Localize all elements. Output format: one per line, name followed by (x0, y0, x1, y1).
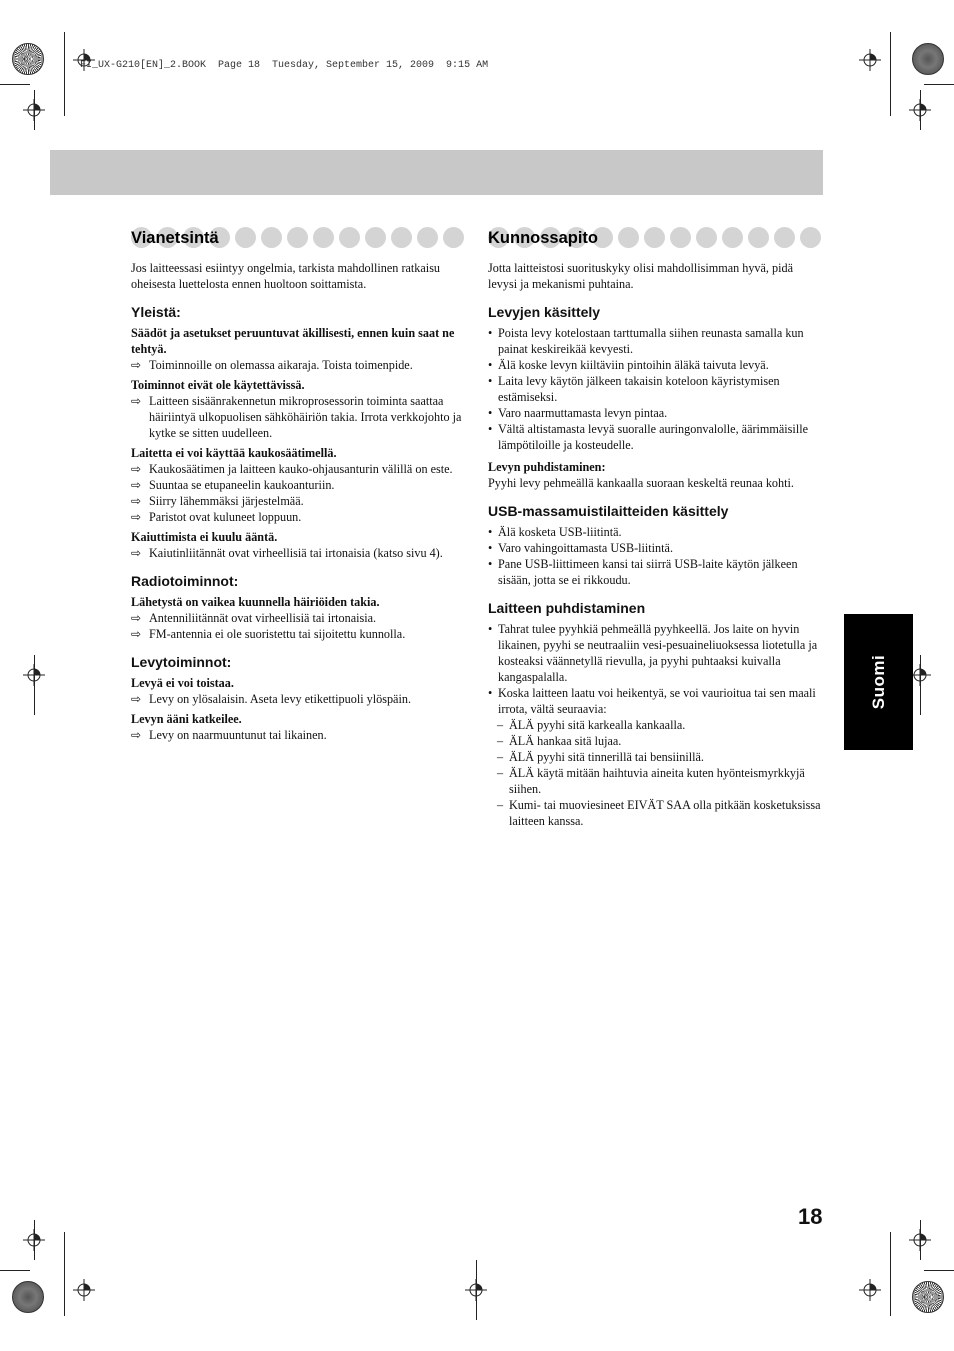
subheading: Levyjen käsittely (488, 304, 601, 320)
body-text: Pyyhi levy pehmeällä kankaalla suoraan keskeltä reunaa kohti. (488, 476, 794, 490)
header-banner (50, 150, 823, 195)
crosshair-icon (909, 1229, 931, 1251)
crosshair-icon (859, 1279, 881, 1301)
bullet-icon: • (488, 358, 493, 372)
section-heading (131, 226, 466, 250)
subheading: Levytoiminnot: (131, 654, 232, 670)
crosshair-icon (23, 1229, 45, 1251)
solution: ⇨ Levy on naarmuuntunut tai likainen. (131, 728, 327, 742)
bullet-icon: • (488, 422, 493, 436)
arrow-icon: ⇨ (131, 394, 142, 408)
list-item: • Älä kosketa USB-liitintä. (488, 525, 622, 539)
list-item: – ÄLÄ pyyhi sitä karkealla kankaalla. (497, 718, 686, 732)
list-item: • Tahrat tulee pyyhkiä pehmeällä pyyhkeellä. Jos laite on hyvin likainen, pyyhi se neutraaliin vesi-pesuaineliuoksessa liotetulla ja kosteaksi väännetyllä rievulla, ja pyyhi puhtaaksi kuivalla kangaspalalla. (488, 622, 818, 684)
problem: Levyä ei voi toistaa. (131, 676, 234, 690)
solution: ⇨ Kaiutinliitännät ovat virheellisiä tai irtonaisia (katso sivu 4). (131, 546, 443, 560)
list-item: • Älä koske levyn kiiltäviin pintoihin äläkä taivuta levyä. (488, 358, 769, 372)
arrow-icon: ⇨ (131, 358, 142, 372)
arrow-icon: ⇨ (131, 478, 142, 492)
arrow-icon: ⇨ (131, 462, 142, 476)
registration-rosette-icon (912, 43, 944, 75)
bullet-icon: • (488, 406, 493, 420)
section-title: Kunnossapito (488, 229, 598, 247)
list-item: – ÄLÄ pyyhi sitä tinnerillä tai bensiinillä. (497, 750, 704, 764)
solution: ⇨ FM-antennia ei ole suoristettu tai sijoitettu kunnolla. (131, 627, 406, 641)
arrow-icon: ⇨ (131, 728, 142, 742)
solution: ⇨ Siirry lähemmäksi järjestelmää. (131, 494, 304, 508)
list-item: • Poista levy kotelostaan tarttumalla siihen reunasta samalla kun painat keskireikää kevyesti. (488, 326, 804, 356)
subheading-bold: Levyn puhdistaminen: (488, 460, 606, 474)
problem: Toiminnot eivät ole käytettävissä. (131, 378, 305, 392)
crosshair-icon (859, 49, 881, 71)
registration-rosette-icon (912, 1281, 944, 1313)
dash-icon: – (497, 766, 504, 780)
language-tab (844, 614, 913, 750)
bullet-icon: • (488, 622, 493, 636)
problem: Säädöt ja asetukset peruuntuvat äkillisesti, ennen kuin saat ne tehtyä. (131, 326, 455, 356)
subheading: Radiotoiminnot: (131, 573, 239, 589)
dash-icon: – (497, 734, 504, 748)
list-item: – ÄLÄ käytä mitään haihtuvia aineita kuten hyönteismyrkkyjä siihen. (497, 766, 805, 796)
list-item: • Varo naarmuttamasta levyn pintaa. (488, 406, 668, 420)
section-title: Vianetsintä (131, 229, 219, 247)
intro-text: Jotta laitteistosi suorituskyky olisi mahdollisimman hyvä, pidä levysi ja mekanismi puhtaina. (488, 261, 794, 291)
subheading: Laitteen puhdistaminen (488, 600, 646, 616)
solution: ⇨ Laitteen sisäänrakennetun mikroprosessorin toiminta saattaa häiriintyä ulkopuolisen sähköhäiriön takia. Irrota verkkojohto ja kytke se sitten uudelleen. (131, 394, 462, 440)
problem: Levyn ääni katkeilee. (131, 712, 242, 726)
solution: ⇨ Antenniliitännät ovat virheellisiä tai irtonaisia. (131, 611, 377, 625)
arrow-icon: ⇨ (131, 494, 142, 508)
arrow-icon: ⇨ (131, 546, 142, 560)
crosshair-icon (23, 664, 45, 686)
dash-icon: – (497, 750, 504, 764)
list-item: – ÄLÄ hankaa sitä lujaa. (497, 734, 622, 748)
subheading: USB-massamuistilaitteiden käsittely (488, 503, 729, 519)
dash-icon: – (497, 798, 504, 812)
section-heading (488, 226, 823, 250)
file-header: FI_UX-G210[EN]_2.BOOK Page 18 Tuesday, September 15, 2009 9:15 AM (80, 60, 489, 71)
bullet-icon: • (488, 525, 493, 539)
arrow-icon: ⇨ (131, 627, 142, 641)
list-item: • Pane USB-liittimeen kansi tai siirrä USB-laite käytön jälkeen sisään, jotta se ei rikkoudu. (488, 557, 798, 587)
language-tab-label: Suomi (868, 654, 888, 710)
solution: ⇨ Kaukosäätimen ja laitteen kauko-ohjausanturin välillä on este. (131, 462, 453, 476)
crosshair-icon (465, 1279, 487, 1301)
problem: Lähetystä on vaikea kuunnella häiriöiden takia. (131, 595, 380, 609)
arrow-icon: ⇨ (131, 692, 142, 706)
subheading: Yleistä: (131, 304, 181, 320)
bullet-icon: • (488, 541, 493, 555)
crosshair-icon (23, 99, 45, 121)
maintenance-section (488, 226, 823, 829)
solution: ⇨ Suuntaa se etupaneelin kaukoanturiin. (131, 478, 335, 492)
problem: Laitetta ei voi käyttää kaukosäätimellä. (131, 446, 337, 460)
crosshair-icon (73, 1279, 95, 1301)
list-item: • Koska laitteen laatu voi heikentyä, se voi vaurioitua tai sen maali irrota, vältä seuraavia: (488, 686, 816, 716)
list-item: – Kumi- tai muoviesineet EIVÄT SAA olla pitkään kosketuksissa laitteen kanssa. (497, 798, 821, 828)
bullet-icon: • (488, 326, 493, 340)
problem: Kaiuttimista ei kuulu ääntä. (131, 530, 278, 544)
list-item: • Vältä altistamasta levyä suoralle auringonvalolle, äärimmäisille lämpötiloille ja kosteudelle. (488, 422, 808, 452)
bullet-icon: • (488, 557, 493, 571)
solution: ⇨ Toiminnoille on olemassa aikaraja. Toista toimenpide. (131, 358, 413, 372)
intro-text: Jos laitteessasi esiintyy ongelmia, tarkista mahdollinen ratkaisu oheisesta luettelosta ennen huoltoon soittamista. (131, 261, 441, 291)
solution: ⇨ Levy on ylösalaisin. Aseta levy etikettipuoli ylöspäin. (131, 692, 411, 706)
arrow-icon: ⇨ (131, 510, 142, 524)
list-item: • Varo vahingoittamasta USB-liitintä. (488, 541, 673, 555)
registration-rosette-icon (12, 43, 44, 75)
list-item: • Laita levy käytön jälkeen takaisin koteloon käyristymisen estämiseksi. (488, 374, 780, 404)
dash-icon: – (497, 718, 504, 732)
troubleshooting-section (131, 226, 466, 743)
solution: ⇨ Paristot ovat kuluneet loppuun. (131, 510, 302, 524)
arrow-icon: ⇨ (131, 611, 142, 625)
page-number: 18 (798, 1204, 823, 1229)
bullet-icon: • (488, 374, 493, 388)
crosshair-icon (909, 99, 931, 121)
registration-rosette-icon (12, 1281, 44, 1313)
bullet-icon: • (488, 686, 493, 700)
